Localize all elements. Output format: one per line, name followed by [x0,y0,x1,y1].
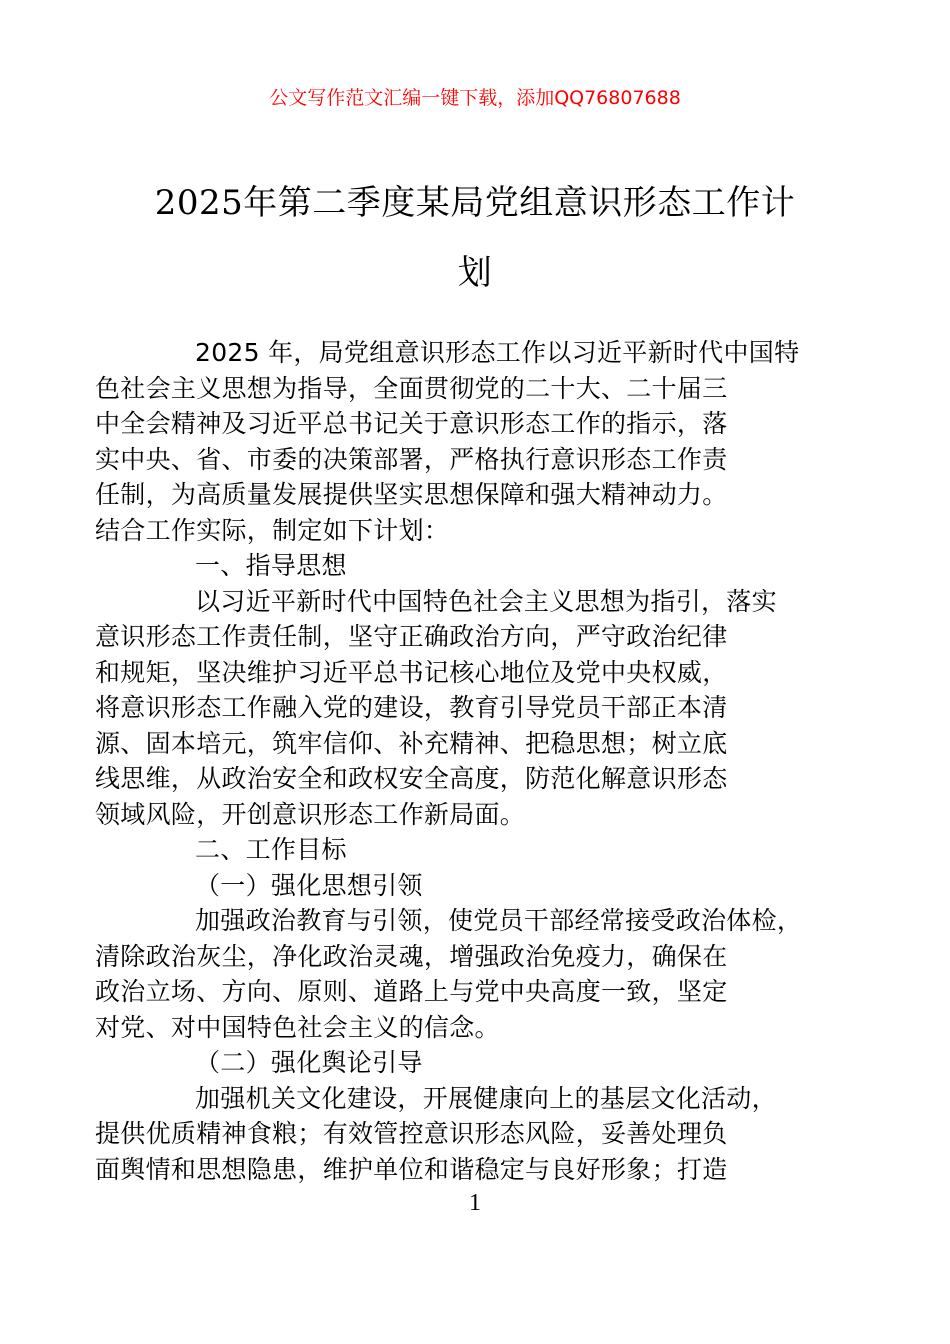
paragraph-line: 色社会主义思想为指导，全面贯彻党的二十大、二十届三 [95,373,728,403]
paragraph [145,832,807,868]
paragraph-line: 一、指导思想 [195,551,347,580]
paragraph-line: 提供优质精神食粮；有效管控意识形态风险，妥善处理负 [95,1119,728,1148]
paragraph-line: 领域风险，开创意识形态工作新局面。 [95,799,526,829]
paragraph-line: 源、固本培元，筑牢信仰、补充精神、把稳思想；树立底 [95,728,728,758]
watermark-header: 公文写作范文汇编一键下载，添加QQ76807688 [269,87,681,109]
paragraph-line: 和规矩，坚决维护习近平总书记核心地位及党中央权威， [95,657,728,687]
paragraph-line: 面舆情和思想隐患，维护单位和谐稳定与良好形象；打造 [95,1154,728,1184]
document-body [95,335,807,1187]
paragraph-line: 2025 年，局党组意识形态工作以习近平新时代中国特 [195,338,800,367]
paragraph-line: 二、工作目标 [195,835,347,864]
paragraph-line: （二）强化舆论引导 [195,1048,423,1077]
paragraph-line: 实中央、省、市委的决策部署，严格执行意识形态工作责 [95,444,728,474]
paragraph-line: 清除政治灰尘，净化政治灵魂，增强政治免疫力，确保在 [95,941,728,971]
title-line-2: 划 [457,253,493,293]
paragraph-line: 任制，为高质量发展提供坚实思想保障和强大精神动力。 [95,480,728,509]
paragraph-line: 以习近平新时代中国特色社会主义思想为指引，落实 [195,586,777,616]
paragraph [145,548,807,584]
paragraph-line: （一）强化思想引领 [195,870,423,900]
document-title [140,168,810,308]
paragraph-line: 政治立场、方向、原则、道路上与党中央高度一致，坚定 [95,977,728,1006]
paragraph-line: 中全会精神及习近平总书记关于意识形态工作的指示，落 [95,409,728,438]
paragraph [95,335,807,548]
paragraph-line: 对党、对中国特色社会主义的信念。 [95,1012,500,1042]
page-number: 1 [469,1190,481,1216]
paragraph [145,868,807,904]
paragraph-line: 线思维，从政治安全和政权安全高度，防范化解意识形态 [95,764,728,793]
paragraph-line: 加强政治教育与引领，使党员干部经常接受政治体检， [195,906,803,935]
paragraph [145,1045,807,1081]
paragraph-line: 将意识形态工作融入党的建设，教育引导党员干部正本清 [95,693,728,722]
paragraph-line: 加强机关文化建设，开展健康向上的基层文化活动， [195,1083,777,1113]
paragraph-line: 意识形态工作责任制，坚守正确政治方向，严守政治纪律 [95,622,728,651]
paragraph-line: 结合工作实际，制定如下计划： [95,515,450,545]
paragraph [95,584,807,833]
paragraph [95,1081,807,1188]
title-line-1: 2025年第二季度某局党组意识形态工作计 [154,183,796,223]
paragraph [95,903,807,1045]
